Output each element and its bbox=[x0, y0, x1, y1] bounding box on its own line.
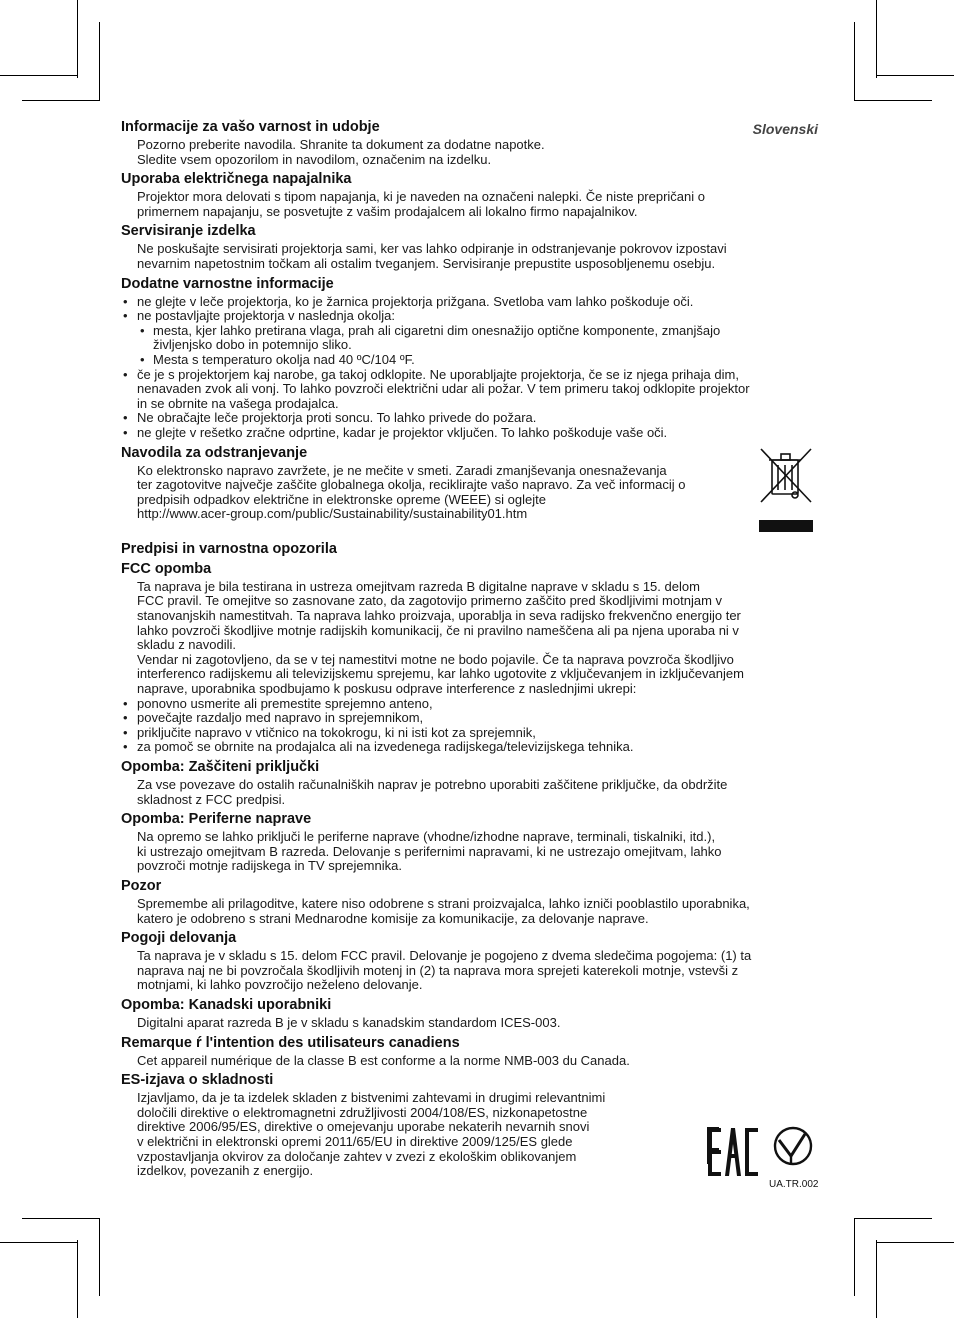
list-item: • za pomoč se obrnite na prodajalca ali na izvedenega radijskega/televizijskega tehnika. bbox=[121, 740, 833, 755]
section-title-regulations: Predpisi in varnostna opozorila bbox=[121, 540, 337, 557]
list-item-sub: • mesta, kjer lahko pretirana vlaga, prah ali cigaretni dim onesnažijo optične komponente, zmanjšajo življenjsko dobo in potemnijo sliko. bbox=[121, 324, 833, 353]
document-body bbox=[121, 118, 833, 1182]
section-text-caution: Spremembe ali prilagoditve, katere niso odobrene s strani proizvajalca, lahko izniči pooblastilo uporabnika, katero je odobreno s strani Mednarodne komisije za komunikacije, za delovanje naprave. bbox=[137, 895, 750, 926]
section-title-operating: Pogoji delovanja bbox=[121, 930, 237, 947]
section-text-service: Ne poskušajte servisirati projektorja sami, ker vas lahko odpiranje in odstranjevanje pokrovov izpostavi nevarnim napetostnim točkam ali ostalim tveganjem. Servisiranje prepustite usposobljenemu osebju. bbox=[137, 241, 727, 271]
fcc-measures-list bbox=[121, 697, 833, 755]
ukraine-conformity-icon bbox=[767, 1124, 819, 1180]
list-item: • ne glejte v rešetko zračne odprtine, kadar je projektor vključen. To lahko poškoduje vaše oči. bbox=[121, 426, 833, 441]
list-item: • ne glejte v leče projektorja, ko je žarnica projektorja prižgana. Svetloba vam lahko poškoduje oči. bbox=[121, 295, 833, 310]
section-text-shielded: Za vse povezave do ostalih računalniških naprav je potrebno uporabiti zaščitene priključke, da obdržite skladnost z FCC predpisi. bbox=[137, 777, 728, 807]
section-text-es: Izjavljamo, da je ta izdelek skladen z bistvenimi zahtevami in drugimi relevantnimi določili direktive o elektromagnetni združljivosti 2004/108/ES, nizkonapetostne direktive 2006/95/ES, direktive o omejevanju uporabe nekaterih nevarnih snovi v električni in elektronski opremi 2011/65/EU in direktive 2009/125/ES glede vzpostavljanja okvirov za določanje zahtev v zvezi z ekološkim oblikovanjem izdelkov, povezanih z energijo. bbox=[137, 1090, 606, 1179]
section-text-disposal: Ko elektronsko napravo zavržete, je ne mečite v smeti. Zaradi zmanjševanja onesnaževanja ter zagotovitve največje zaščite globalnega okolja, reciklirajte vašo napravo. Za več informacij o predpisih odpadkov električne in elektronske opreme (WEEE) si oglejte http://www.acer-group.com/public/Sustainability/sustainability01.htm bbox=[137, 464, 833, 522]
eac-logo bbox=[705, 1124, 765, 1178]
section-text-operating: Ta naprava je v skladu s 15. delom FCC pravil. Delovanje je pogojeno z dvema sledečima pogojema: (1) ta naprava naj ne bi povzročala škodljivih motenj in (2) ta naprava mora sprejeti katerekoli motnje, vstevši z motnjami, ki lahko povzročijo neželeno delovanje. bbox=[137, 948, 752, 993]
list-item: • Ne obračajte leče projektorja proti soncu. To lahko privede do požara. bbox=[121, 411, 833, 426]
section-text-remarque: Cet appareil numérique de la classe B est conforme a la norme NMB-003 du Canada. bbox=[137, 1052, 630, 1068]
ua-code: UA.TR.002 bbox=[769, 1179, 819, 1190]
section-title-disposal: Navodila za odstranjevanje bbox=[121, 444, 308, 461]
language-label: Slovenski bbox=[752, 121, 818, 137]
section-text-fcc: Ta naprava je bila testirana in ustreza omejitvam razreda B digitalne naprave v skladu s 15. delom FCC pravil. Te omejitve so zasnovane zato, da zagotovijo primerno zaščito pred škodljivimi motnjam v stanovanjskih namestitvah. Ta naprava lahko proizvaja, uporablja in seva radijsko frekvenčno energijo ter lahko povzroči škodljive motnje radijskih komunikacij, če ni pravilno nameščena ali pa njena uporaba ni v skladu z navodili. Vendar ni zagotovljeno, da se v tej namestitvi motne ne bodo pojavile. Če ta naprava povzroča škodljivo interferenco radijskemu ali televizijskemu sprejemu, kar lahko ugotovite z vključevanjem in izključevanjem naprave, uporabnika spodbujamo k poskusu odprave interference z naslednjimi ukrepi: bbox=[137, 578, 744, 697]
section-title-extra: Dodatne varnostne informacije bbox=[121, 275, 334, 292]
section-text-power: Projektor mora delovati s tipom napajanja, ki je naveden na označeni nalepki. Če niste prepričani o primernem napajanju, se posvetujte z vašim prodajalcem ali lokalno firmo napajalnikov. bbox=[137, 189, 705, 219]
section-title-shielded: Opomba: Zaščiteni priključki bbox=[121, 759, 320, 775]
section-title-safety: Informacije za vašo varnost in udobje bbox=[121, 119, 380, 135]
section-title-caution: Pozor bbox=[121, 877, 162, 894]
extra-safety-list bbox=[121, 295, 833, 441]
section-text-canada: Digitalni aparat razreda B je v skladu s kanadskim standardom ICES-003. bbox=[137, 1014, 561, 1030]
section-title-es: ES-izjava o skladnosti bbox=[121, 1072, 274, 1089]
section-text-peripheral: Na opremo se lahko priključi le periferne naprave (vhodne/izhodne naprave, terminali, tiskalniki, itd.), ki ustrezajo omejitvam B razreda. Delovanje s perifernimi napravami, ki ne ustrezajo omejitvam, lahko povzroči motnje radijskega in TV sprejemnika. bbox=[137, 829, 722, 874]
crossed-out-bin-icon bbox=[757, 446, 813, 539]
section-title-fcc: FCC opomba bbox=[121, 560, 212, 577]
list-item: • povečajte razdaljo med napravo in sprejemnikom, bbox=[121, 711, 833, 726]
list-item: • ponovno usmerite ali premestite sprejemno anteno, bbox=[121, 697, 833, 712]
section-title-peripheral: Opomba: Periferne naprave bbox=[121, 811, 312, 828]
section-title-service: Servisiranje izdelka bbox=[121, 223, 256, 240]
list-item-sub: • Mesta s temperaturo okolja nad 40 ºC/104 ºF. bbox=[121, 353, 833, 368]
list-item: • če je s projektorjem kaj narobe, ga takoj odklopite. Ne uporabljajte projektorja, če se iz njega prihaja dim, nenavaden zvok ali vonj. To lahko povzroči električni udar ali požar. V tem primeru takoj odklopite projektor in se obrnite na vašega prodajalca. bbox=[121, 368, 833, 412]
section-text-safety: Pozorno preberite navodila. Shranite ta dokument za dodatne napotke. Sledite vsem opozorilom in navodilom, označenim na izdelku. bbox=[137, 137, 545, 167]
list-item: • priključite napravo v vtičnico na tokokrogu, ki ni isti kot za sprejemnik, bbox=[121, 726, 833, 741]
recycling-url: http://www.acer-group.com/public/Sustainability/sustainability01.htm bbox=[137, 506, 528, 522]
list-item: • ne postavljajte projektorja v naslednja okolja: bbox=[121, 309, 833, 324]
section-title-canada: Opomba: Kanadski uporabniki bbox=[121, 996, 332, 1013]
section-title-power: Uporaba električnega napajalnika bbox=[121, 171, 352, 188]
section-title-remarque: Remarque ŕ l'intention des utilisateurs canadiens bbox=[121, 1034, 460, 1051]
